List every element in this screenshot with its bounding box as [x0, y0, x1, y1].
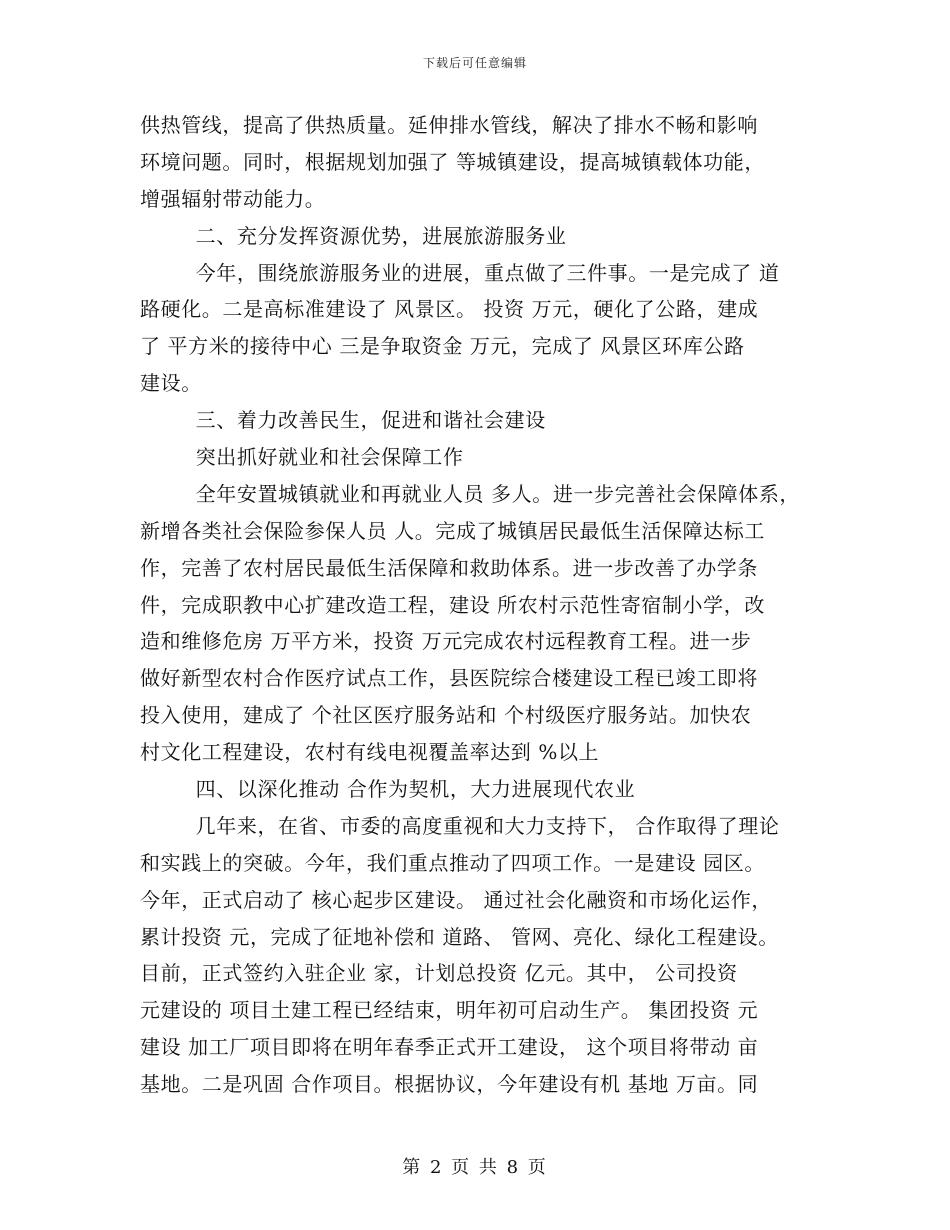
text-line: 三、着力改善民生，促进和谐社会建设 [140, 408, 546, 433]
text-line: 二、充分发挥资源优势，进展旅游服务业 [140, 223, 567, 248]
page-header: 下载后可任意编辑 [422, 56, 527, 70]
text-line: 新增各类社会保险参保人员 人。完成了城镇居民最低生活保障达标工 [140, 518, 765, 543]
text-line: 增强辐射带动能力。 [140, 186, 326, 211]
page-number-footer: 第 2 页 共 8 页 [402, 1157, 548, 1178]
text-line: 累计投资 元，完成了征地补偿和 道路、 管网、亮化、绿化工程建设。 [140, 924, 779, 949]
text-line: 环境问题。同时，根据规划加强了 等城镇建设，提高城镇载体功能， [140, 149, 765, 174]
text-line: 造和维修危房 万平方米，投资 万元完成农村远程教育工程。进一步 [140, 629, 752, 654]
text-line: 目前，正式签约入驻企业 家，计划总投资 亿元。其中， 公司投资 [140, 961, 738, 986]
text-line: 基地。二是巩固 合作项目。根据协议，今年建设有机 基地 万亩。同 [140, 1072, 759, 1097]
text-line: 件，完成职教中心扩建改造工程，建设 所农村示范性寄宿制小学，改 [140, 592, 765, 617]
text-line: 和实践上的突破。今年，我们重点推动了四项工作。一是建设 园区。 [140, 850, 765, 875]
text-line: 村文化工程建设，农村有线电视覆盖率达到 %以上 [140, 740, 600, 765]
text-line: 建设。 [140, 371, 202, 396]
text-line: 路硬化。二是高标准建设了 风景区。 投资 万元，硬化了公路，建成 [140, 297, 759, 322]
text-line: 建设 加工厂项目即将在明年春季正式开工建设， 这个项目将带动 亩 [140, 1035, 759, 1060]
text-line: 今年，围绕旅游服务业的进展，重点做了三件事。一是完成了 道 [140, 260, 780, 285]
text-line: 做好新型农村合作医疗试点工作，县医院综合楼建设工程已竣工即将 [140, 666, 758, 691]
text-line: 今年，正式启动了 核心起步区建设。 通过社会化融资和市场化运作， [140, 887, 772, 912]
document-body [140, 107, 820, 1103]
text-line: 全年安置城镇就业和再就业人员 多人。进一步完善社会保障体系， [140, 481, 801, 506]
text-line: 投入使用，建成了 个社区医疗服务站和 个村级医疗服务站。加快农 [140, 703, 752, 728]
text-line: 四、以深化推动 合作为契机，大力进展现代农业 [140, 777, 636, 802]
text-line: 突出抓好就业和社会保障工作 [140, 445, 464, 470]
text-line: 作，完善了农村居民最低生活保障和救助体系。进一步改善了办学条 [140, 555, 758, 580]
text-line: 供热管线，提高了供热质量。延伸排水管线，解决了排水不畅和影响 [140, 113, 758, 137]
text-line: 元建设的 项目土建工程已经结束，明年初可启动生产。 集团投资 元 [140, 998, 759, 1023]
text-line: 了 平方米的接待中心 三是争取资金 万元，完成了 风景区环库公路 [140, 334, 745, 359]
text-line: 几年来，在省、市委的高度重视和大力支持下， 合作取得了理论 [140, 813, 780, 838]
